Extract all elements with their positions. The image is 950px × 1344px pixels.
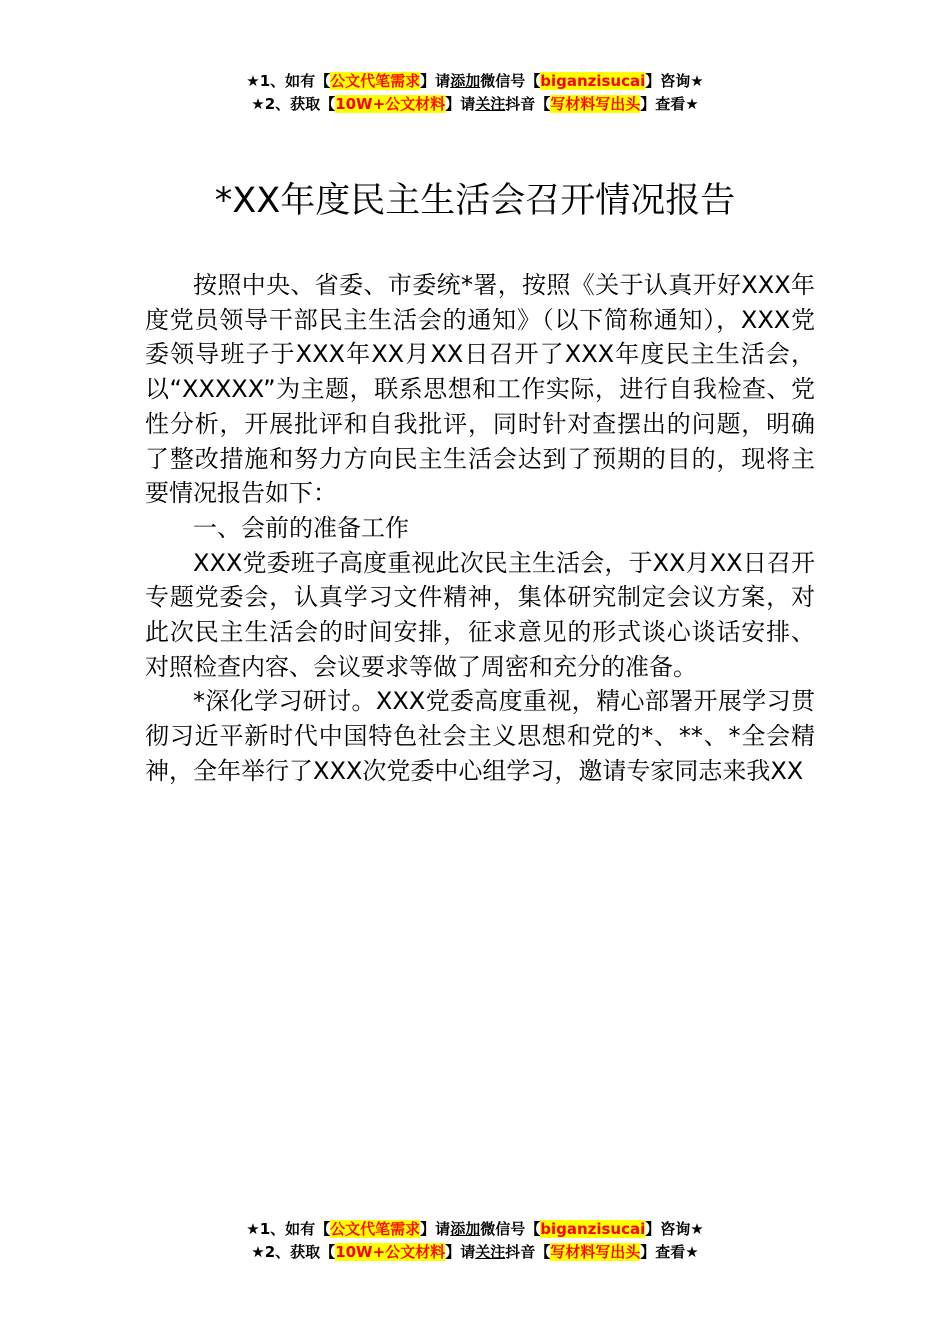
promo-highlight: 公文代笔需求	[330, 1220, 421, 1238]
paragraph-intro: 按照中央、省委、市委统*署，按照《关于认真开好XXX年度党员领导干部民主生活会的通知》（以下简称通知），XXX党委领导班子于XXX年XX月XX日召开了XXX年度民主生活会，以“XXXXX”为主题，联系思想和工作实际，进行自我检查、党性分析，开展批评和自我批评，同时针对查摆出的问题，明确了整改措施和努力方向民主生活会达到了预期的目的，现将主要情况报告如下：	[145, 271, 815, 508]
promo-text: 】请	[445, 95, 476, 113]
promo-text: 】咨询★	[645, 1220, 704, 1238]
paragraph-study: *深化学习研讨。XXX党委高度重视，精心部署开展学习贯彻习近平新时代中国特色社会主义思想和党的*、**、*全会精神，全年举行了XXX次党委中心组学习，邀请专家同志来我XX	[145, 687, 815, 785]
footer-promo	[0, 1218, 950, 1264]
promo-text: ★2、获取【	[251, 1243, 336, 1261]
promo-text: 微信号【	[480, 72, 541, 90]
promo-underlined: 添加	[450, 1220, 481, 1238]
promo-douyin-id: 写材料写出头	[550, 1243, 641, 1261]
promo-text: 抖音【	[505, 95, 551, 113]
promo-highlight: 10W+公文材料	[335, 95, 446, 113]
section-heading: 一、会前的准备工作	[193, 513, 409, 542]
promo-highlight: 10W+公文材料	[335, 1243, 446, 1261]
promo-text: 】请	[445, 1243, 476, 1261]
promo-text: 】咨询★	[645, 72, 704, 90]
promo-text: 】查看★	[640, 1243, 699, 1261]
document-title: *XX年度民主生活会召开情况报告	[214, 181, 736, 221]
promo-wechat-id: biganzisucai	[540, 1220, 646, 1238]
promo-line-1	[0, 1218, 950, 1241]
header-promo	[0, 70, 950, 116]
promo-underlined: 添加	[450, 72, 481, 90]
promo-douyin-id: 写材料写出头	[550, 95, 641, 113]
promo-line-2	[0, 1241, 950, 1264]
promo-text: 微信号【	[480, 1220, 541, 1238]
promo-line-1	[0, 70, 950, 93]
promo-underlined: 关注	[475, 95, 506, 113]
promo-underlined: 关注	[475, 1243, 506, 1261]
promo-text: 】查看★	[640, 95, 699, 113]
promo-text: 】请	[420, 72, 451, 90]
paragraph-preparation: XXX党委班子高度重视此次民主生活会，于XX月XX日召开专题党委会，认真学习文件精神，集体研究制定会议方案，对此次民主生活会的时间安排，征求意见的形式谈心谈话安排、对照检查内容、会议要求等做了周密和充分的准备。	[145, 548, 815, 681]
promo-text: ★2、获取【	[251, 95, 336, 113]
promo-text: ★1、如有【	[246, 1220, 331, 1238]
promo-text: 抖音【	[505, 1243, 551, 1261]
promo-highlight: 公文代笔需求	[330, 72, 421, 90]
promo-text: ★1、如有【	[246, 72, 331, 90]
promo-line-2	[0, 93, 950, 116]
promo-text: 】请	[420, 1220, 451, 1238]
document-body	[145, 268, 815, 789]
promo-wechat-id: biganzisucai	[540, 72, 646, 90]
